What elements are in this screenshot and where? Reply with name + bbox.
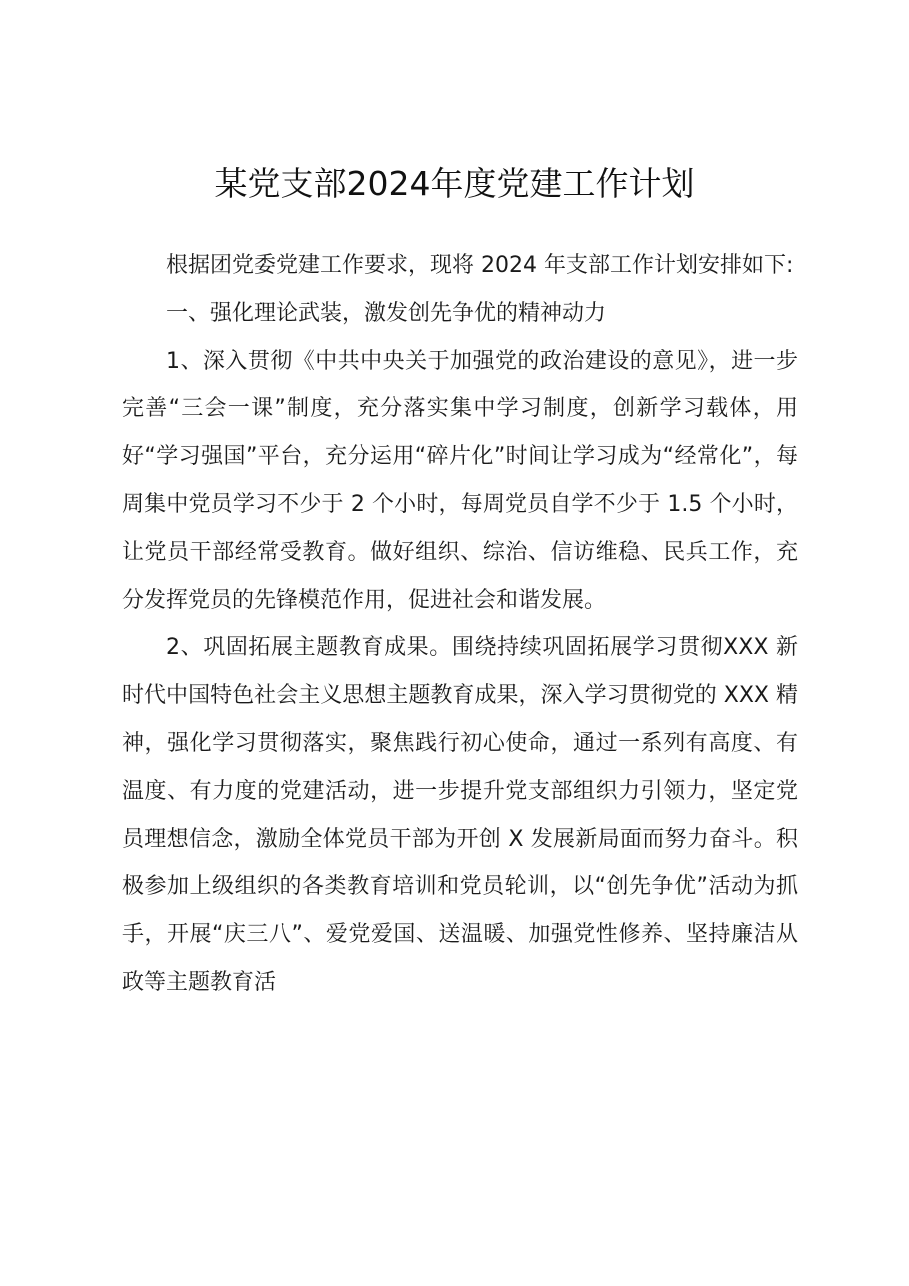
document-title: 某党支部2024年度党建工作计划 xyxy=(214,164,695,203)
document-body xyxy=(122,242,798,1007)
section-heading-1: 一、强化理论武装，激发创先争优的精神动力 xyxy=(166,300,607,326)
intro-paragraph: 根据团党委党建工作要求，现将 2024 年支部工作计划安排如下: xyxy=(166,253,794,278)
paragraph-item-2: 2、巩固拓展主题教育成果。围绕持续巩固拓展学习贯彻XXX 新时代中国特色社会主义思想主题教育成果，深入学习贯彻党的 XXX 精神，强化学习贯彻落实，聚焦践行初心使命，通过一系列有高度、有温度、有力度的党建活动，进一步提升党支部组织力引领力，坚定党员理想信念，激励全体党员干部为开创 X 发展新局面而努力奋斗。积极参加上级组织的各类教育培训和党员轮训，以“创先争优”活动为抓手，开展“庆三八”、爱党爱国、送温暖、加强党性修养、坚持廉洁从政等主题教育活 xyxy=(122,635,798,995)
paragraph-item-1: 1、深入贯彻《中共中央关于加强党的政治建设的意见》，进一步完善“三会一课”制度，充分落实集中学习制度，创新学习载体，用好“学习强国”平台，充分运用“碎片化”时间让学习成为“经常化”，每周集中党员学习不少于 2 个小时，每周党员自学不少于 1.5 个小时，让党员干部经常受教育。做好组织、综治、信访维稳、民兵工作，充分发挥党员的先锋模范作用，促进社会和谐发展。 xyxy=(122,348,798,613)
